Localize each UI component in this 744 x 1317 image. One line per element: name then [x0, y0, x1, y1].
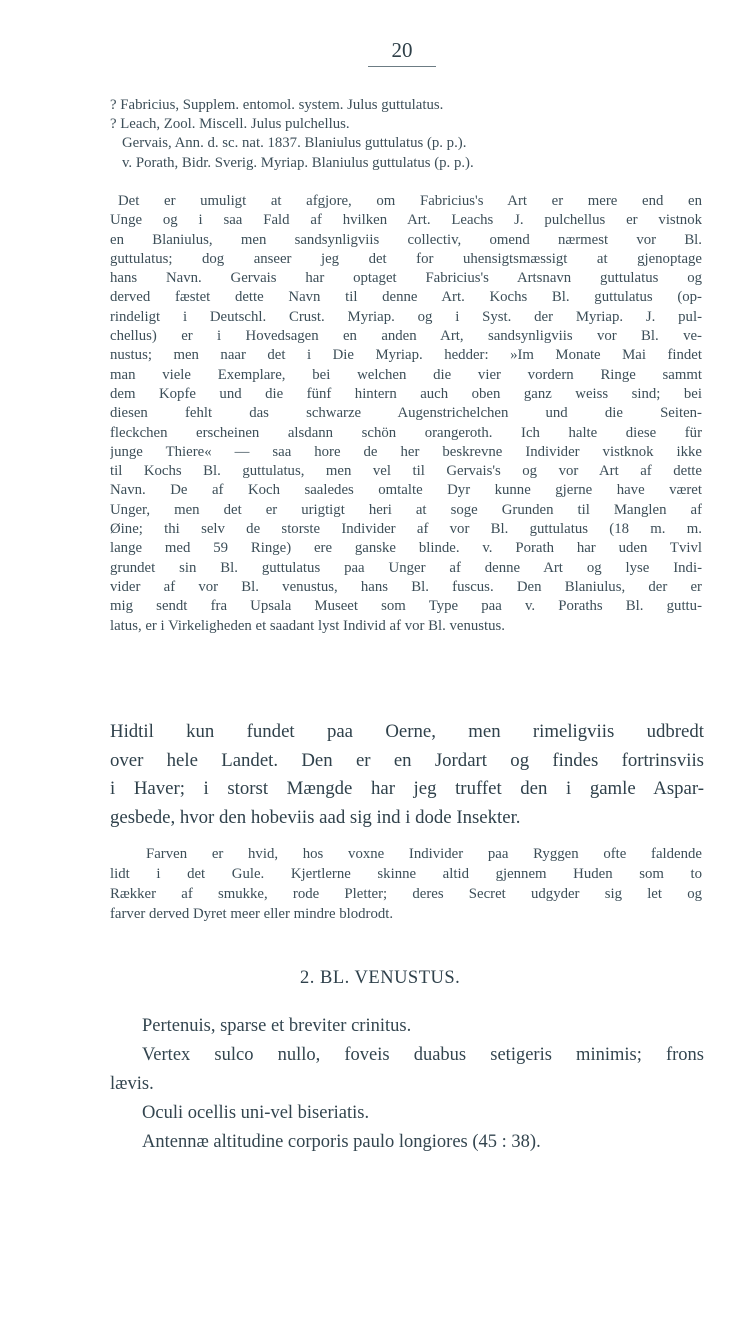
text-line: gesbede, hvor den hobeviis aad sig ind i dode Insekter. [110, 806, 521, 828]
text-line: diesen fehlt das schwarze Augenstrichelchen und die Seiten- [110, 405, 702, 422]
color-paragraph [110, 844, 702, 924]
diagnosis-line: lævis. [110, 1074, 154, 1094]
synonymy-list [110, 96, 700, 173]
text-line: man viele Exemplare, bei welchen die vier vordern Ringe sammt [110, 366, 702, 383]
text-line: lidt i det Gule. Kjertlerne skinne altid gjennem Huden som to [110, 866, 702, 882]
text-line: i Haver; i storst Mængde har jeg truffet den i gamle Aspar- [110, 778, 704, 799]
synonym-line: ? Leach, Zool. Miscell. Julus pulchellus. [110, 116, 350, 133]
text-line: grundet sin Bl. guttulatus paa Unger af denne Art og lyse Indi- [110, 559, 702, 576]
text-line: Unge og i saa Fald af hvilken Art. Leachs J. pulchellus er vistnok [110, 212, 702, 229]
text-line: til Kochs Bl. guttulatus, men vel til Gervais's og vor Art af dette [110, 463, 702, 480]
text-line: en Blaniulus, men sandsynligviis collectiv, omend nærmest vor Bl. [110, 231, 702, 248]
text-line: Hidtil kun fundet paa Oerne, men rimeligviis udbredt [110, 721, 704, 742]
text-line: lange med 59 Ringe) ere ganske blinde. v. Porath har uden Tvivl [110, 540, 702, 557]
text-line: Rækker af smukke, rode Pletter; deres Secret udgyder sig let og [110, 886, 702, 902]
text-line: Navn. De af Koch saaledes omtalte Dyr kunne gjerne have været [110, 482, 702, 499]
text-line: mig sendt fra Upsala Museet som Type paa v. Poraths Bl. guttu- [110, 598, 702, 615]
discussion-paragraph [110, 192, 702, 636]
synonym-line: ? Fabricius, Supplem. entomol. system. Julus guttulatus. [110, 97, 444, 113]
diagnosis-line: Antennæ altitudine corporis paulo longiores (45 : 38). [142, 1132, 541, 1152]
text-line: nustus; men naar det i Die Myriap. hedder: »Im Monate Mai findet [110, 347, 702, 364]
text-line: farver derved Dyret meer eller mindre blodrodt. [110, 906, 394, 922]
text-line: Øine; thi selv de storste Individer af vor Bl. guttulatus (18 m. m. [110, 521, 702, 538]
habitat-paragraph [110, 718, 704, 832]
text-line: chellus) er i Hovedsagen en anden Art, sandsynligviis vor Bl. ve- [110, 328, 702, 345]
diagnosis-block [110, 1012, 704, 1157]
synonym-line: v. Porath, Bidr. Sverig. Myriap. Blaniulus guttulatus (p. p.). [122, 154, 474, 171]
text-line: over hele Landet. Den er en Jordart og findes fortrinsviis [110, 749, 704, 771]
text-line: Unger, men det er urigtigt heri at soge Grunden til Manglen af [110, 501, 702, 518]
text-line: vider af vor Bl. venustus, hans Bl. fuscus. Den Blaniulus, der er [110, 578, 702, 595]
diagnosis-line: Oculi ocellis uni-vel biseriatis. [142, 1103, 370, 1123]
text-line: guttulatus; dog anseer jeg det for uhensigtsmæssigt at gjenoptage [110, 250, 702, 267]
page-number-underline [368, 66, 436, 67]
text-line: derved fæstet dette Navn til denne Art. Kochs Bl. guttulatus (op- [110, 289, 702, 306]
text-line: dem Kopfe und die fünf hintern auch oben ganz weiss sind; bei [110, 385, 702, 402]
species-heading: 2. BL. VENUSTUS. [300, 968, 461, 988]
synonym-line: Gervais, Ann. d. sc. nat. 1837. Blaniulus guttulatus (p. p.). [122, 135, 467, 152]
text-line: junge Thiere« — saa hore de her beskrevne Individer vistknok ikke [110, 443, 702, 460]
text-line: fleckchen erscheinen alsdann schön orangeroth. Ich halte diese für [110, 424, 702, 441]
page-number: 20 [391, 38, 413, 62]
text-line: latus, er i Virkeligheden et saadant lyst Individ af vor Bl. venustus. [110, 617, 505, 634]
text-line: rindeligt i Deutschl. Crust. Myriap. og i Syst. der Myriap. J. pul- [110, 308, 702, 325]
text-line: Det er umuligt at afgjore, om Fabricius's Art er mere end en [118, 193, 702, 209]
text-line: Farven er hvid, hos voxne Individer paa Ryggen ofte faldende [146, 846, 702, 862]
text-line: hans Navn. Gervais har optaget Fabricius's Artsnavn guttulatus og [110, 270, 702, 287]
diagnosis-line: Pertenuis, sparse et breviter crinitus. [142, 1016, 412, 1036]
diagnosis-line: Vertex sulco nullo, foveis duabus setigeris minimis; frons [142, 1045, 704, 1065]
